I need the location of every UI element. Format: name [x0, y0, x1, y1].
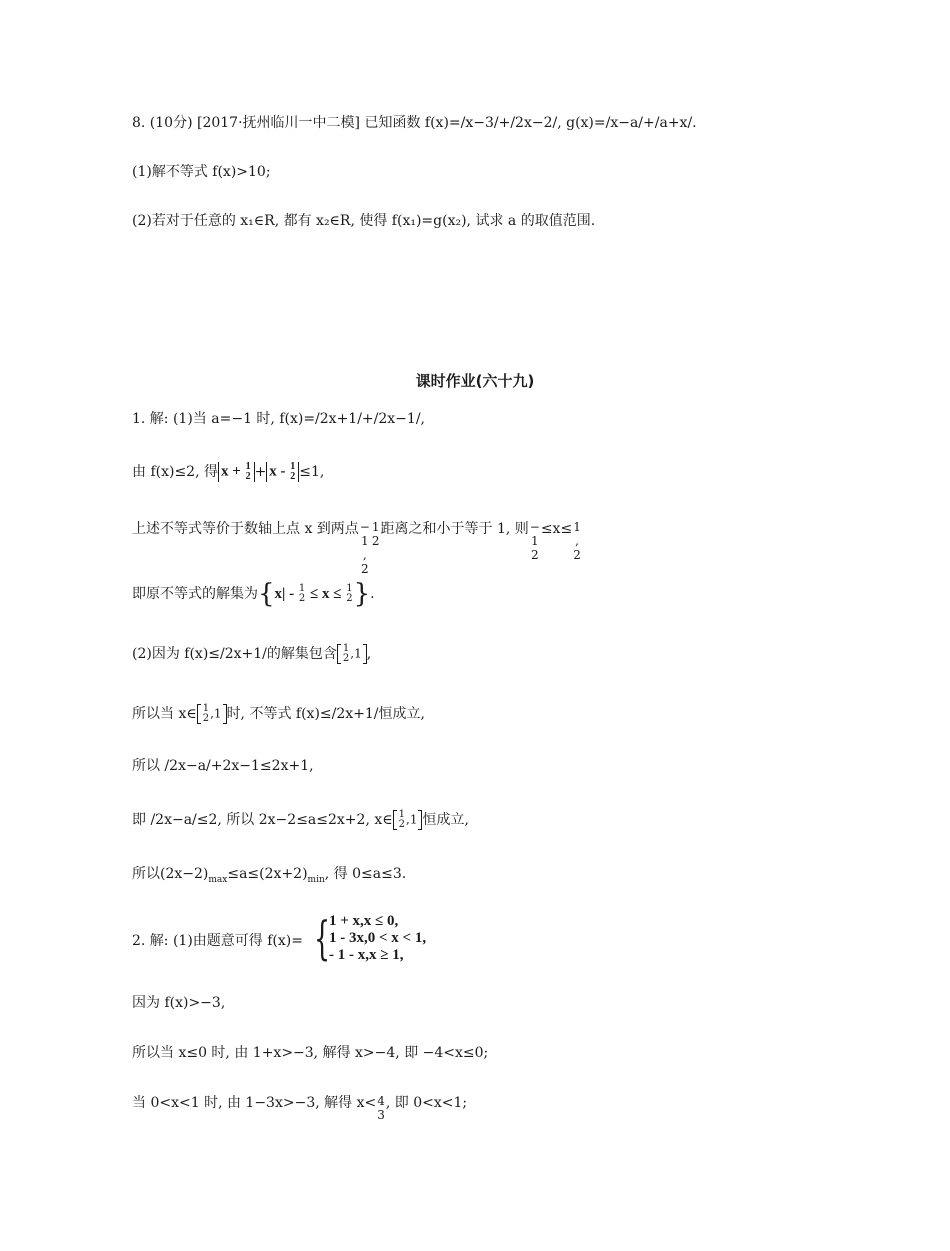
- frac-half: 1 2: [371, 520, 380, 548]
- sol1-line-6: 所以当 x∈ 1 2 ,1 时, 不等式 f(x)≤/2x+1/恒成立,: [132, 703, 425, 724]
- frac-half-2: 1 , 2: [573, 520, 581, 562]
- interval-half-one: 1 2 ,1: [337, 644, 367, 664]
- left-brace: {: [314, 911, 331, 965]
- sol1-line-5: (2)因为 f(x)≤/2x+1/的解集包含 1 2 ,1 ,: [132, 643, 372, 664]
- case-1: 1 + x,x ≤ 0,: [329, 913, 399, 929]
- sol1-line-4: 即原不等式的解集为{x| - 1 2 ≤ x ≤ 1 2 }.: [132, 579, 375, 609]
- case-3: - 1 - x,x ≥ 1,: [329, 947, 404, 963]
- frac-neg-half-2: − 1 2: [529, 520, 540, 562]
- interval-half-one-2: 1 2 ,1: [197, 704, 227, 724]
- problem-8-stem: 8. (10分) [2017·抚州临川一中二模] 已知函数 f(x)=/x−3/+/2x−2/, g(x)=/x−a/+/a+x/.: [132, 115, 697, 131]
- frac-four-thirds: 4 3: [377, 1094, 385, 1122]
- abs-expr-1: x + 1 2: [218, 462, 255, 482]
- case-2: 1 - 3x,0 < x < 1,: [329, 930, 427, 946]
- interval-half-one-3: 1 2 ,1: [393, 810, 423, 830]
- sol2-line-2: 因为 f(x)>−3,: [132, 995, 226, 1011]
- sol1-line-1: 1. 解: (1)当 a=−1 时, f(x)=/2x+1/+/2x−1/,: [132, 411, 425, 427]
- problem-8-part-1: (1)解不等式 f(x)>10;: [132, 164, 271, 180]
- sol2-line-4: 当 0<x<1 时, 由 1−3x>−3, 解得 x< 4 3 , 即 0<x<1;: [132, 1094, 468, 1122]
- frac-neg-half: − 1 , 2: [359, 520, 370, 576]
- piecewise-cases: [329, 913, 426, 964]
- sol2-line-3: 所以当 x≤0 时, 由 1+x>−3, 解得 x>−4, 即 −4<x≤0;: [132, 1045, 489, 1061]
- section-title: 课时作业(六十九): [415, 372, 535, 390]
- problem-8-part-2: (2)若对于任意的 x₁∈R, 都有 x₂∈R, 使得 f(x₁)=g(x₂), 试求 a 的取值范围.: [132, 213, 596, 229]
- abs-expr-2: x - 1 2: [266, 462, 299, 482]
- sol1-line-2: 由 f(x)≤2, 得 x + 1 2 + x - 1 2 ≤1,: [132, 461, 325, 482]
- sol1-line-8: 即 /2x−a/≤2, 所以 2x−2≤a≤2x+2, x∈ 1 2 ,1 恒成立,: [132, 809, 469, 830]
- sol1-line-9: 所以$(2x-2)_{max}\le a\le(2x+2)_{min}$, 得 0≤a≤3.: [132, 866, 407, 885]
- sol1-line-3: 上述不等式等价于数轴上点 x 到两点 − 1 , 2 1 2 距离之和小于等于 1, 则 − 1 2 ≤x≤ 1 , 2: [132, 520, 581, 576]
- sol1-line-7: 所以 /2x−a/+2x−1≤2x+1,: [132, 758, 314, 774]
